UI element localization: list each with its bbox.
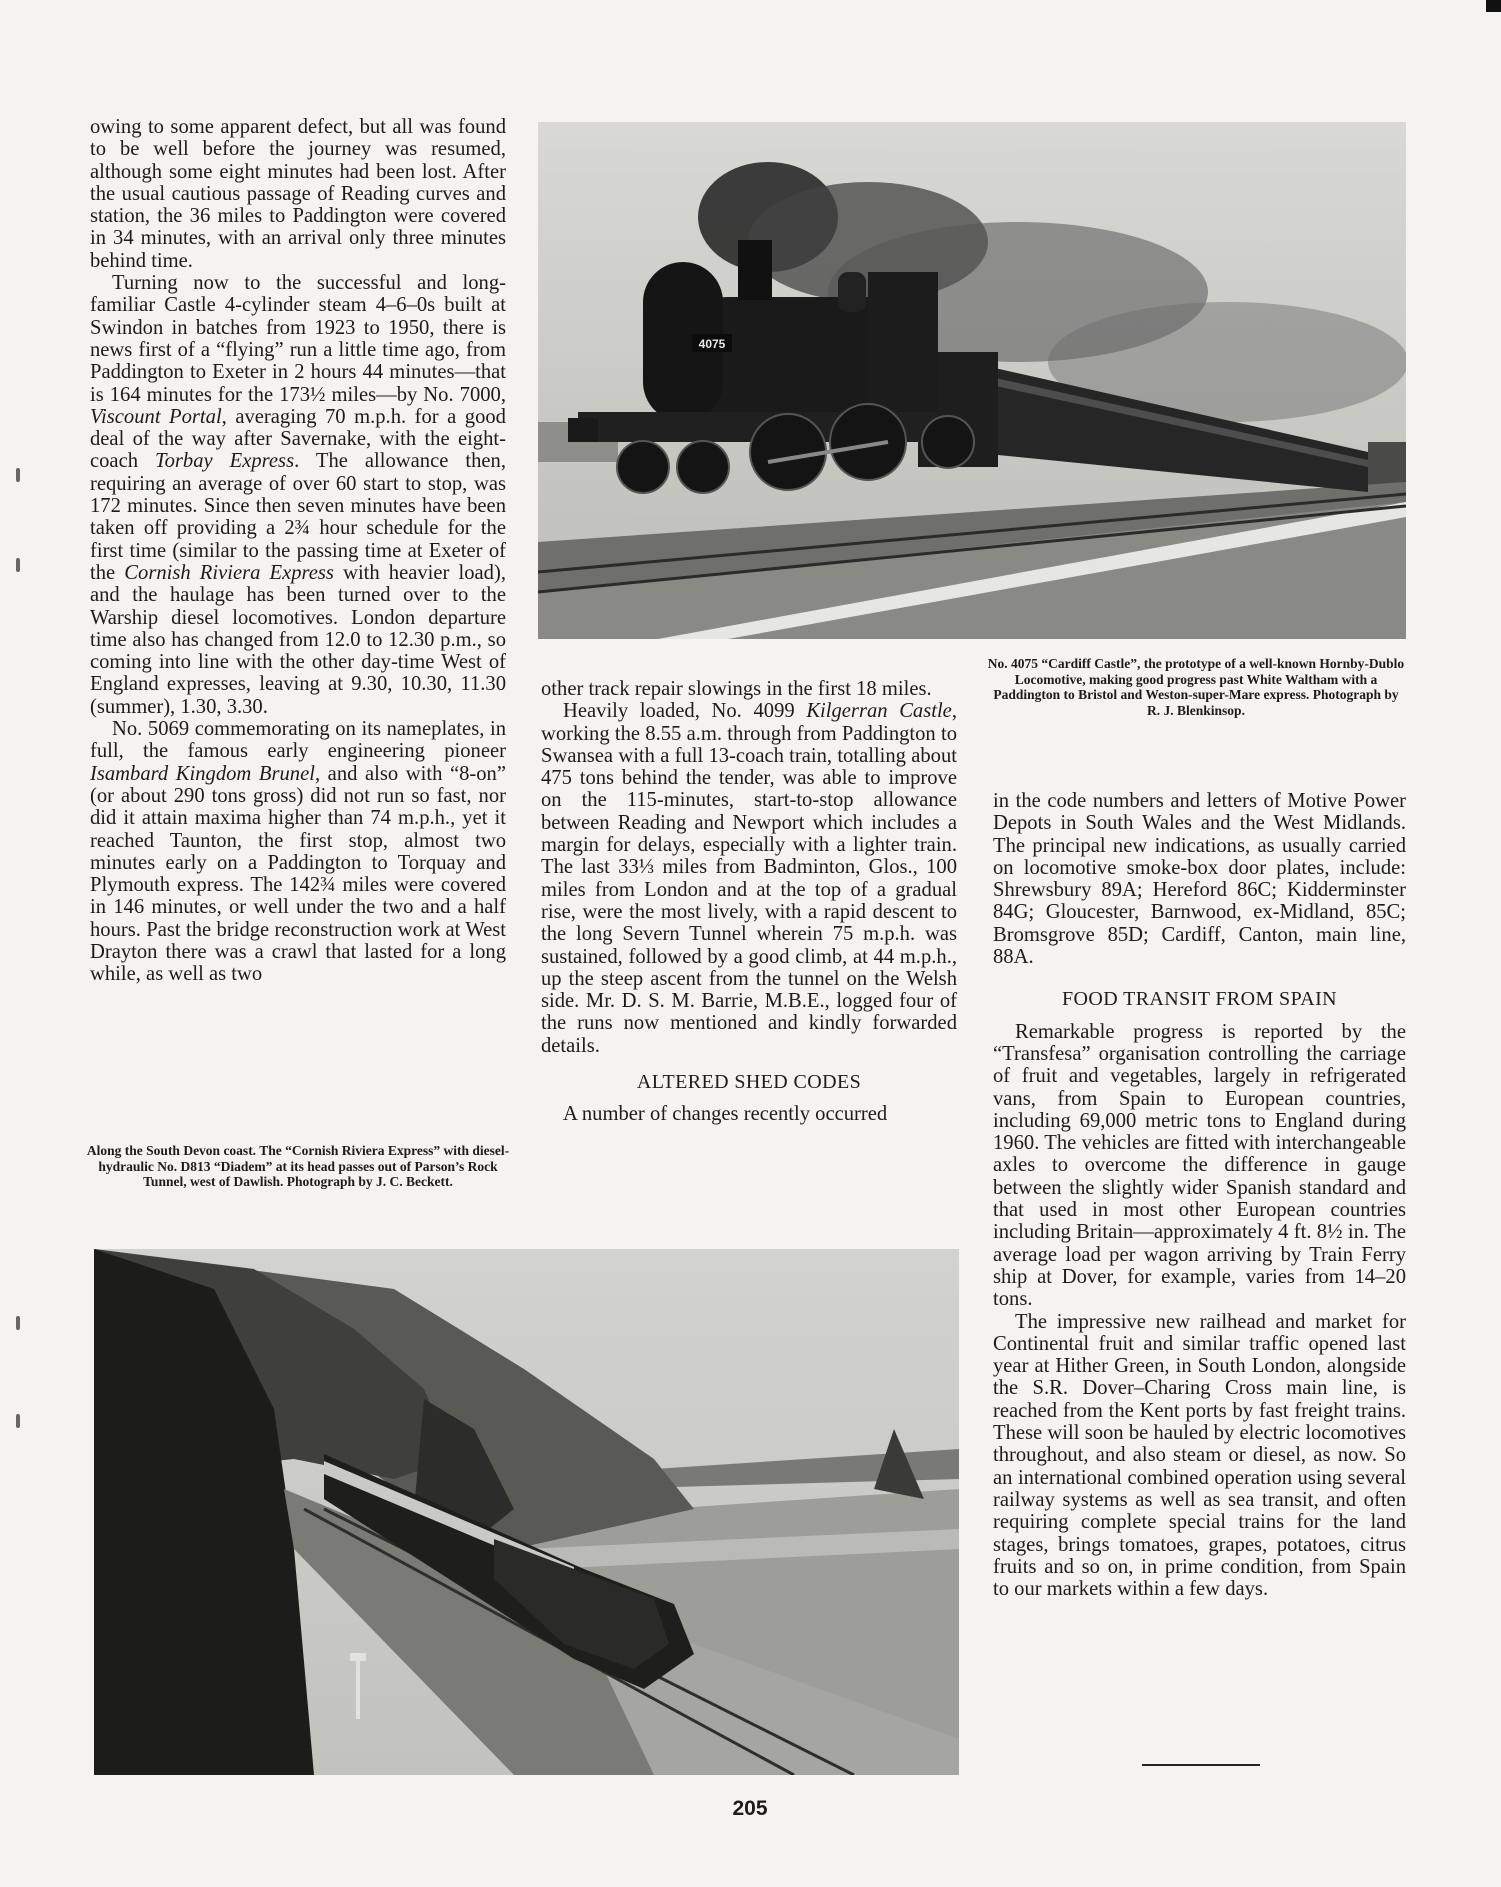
article-column-middle [541, 678, 957, 1126]
paragraph: No. 5069 commemorating on its nameplates, in full, the famous early engineering pioneer Isambard Kingdom Brunel, and also with “8-on” (or about 290 tons gross) did not run so fast, nor did it attain maxima higher than 74 m.p.h., yet it reached Taunton, the first stop, almost two minutes early on a Paddington to Torquay and Plymouth express. The 142¾ miles were covered in 146 minutes, or well under the two and a half hours. Past the bridge reconstruction work at West Drayton there was a crawl that lasted for a long while, as well as two [90, 718, 506, 986]
paragraph: other track repair slowings in the first 18 miles. [541, 678, 932, 700]
paragraph: owing to some apparent defect, but all was found to be well before the journey was resumed, although some eight minutes had been lost. After the usual cautious passage of Reading curves and station, the 36 miles to Paddington were covered in 34 minutes, with an arrival only three minutes behind time. [90, 116, 506, 272]
locomotive-number-plate: 4075 [698, 337, 726, 351]
photo-steam-locomotive [538, 122, 1406, 639]
binder-hole-mark [16, 558, 20, 572]
photo-caption-coast: Along the South Devon coast. The “Cornish Riviera Express” with diesel-hydraulic No. D813 “Diadem” at its head passes out of Parson’s Rock Tunnel, west of Dawlish. Photograph by J. C. Beckett. [86, 1143, 510, 1189]
corner-mark [1486, 0, 1501, 12]
section-heading: FOOD TRANSIT FROM SPAIN [1061, 988, 1338, 1011]
end-of-article-rule [1142, 1764, 1260, 1766]
paragraph: in the code numbers and letters of Motive Power Depots in South Wales and the West Midlands. The principal new indications, as usually carried on locomotive smoke-box door plates, include: Shrewsbury 89A; Hereford 86C; Kidderminster 84G; Gloucester, Barnwood, ex-Midland, 85C; Bromsgrove 85D; Cardiff, Canton, main line, 88A. [993, 790, 1406, 969]
photo-caption-train: No. 4075 “Cardiff Castle”, the prototype of a well-known Hornby-Dublo Locomotive, making good progress past White Waltham with a Paddington to Bristol and Weston-super-Mare express. Photograph by R. J. Blenkinsop. [987, 656, 1405, 718]
paragraph: Remarkable progress is reported by the “Transfesa” organisation controlling the carriage of fruit and vegetables, largely in refrigerated vans, from Spain to European countries, including 69,000 metric tons to England during 1960. The vehicles are fitted with interchangeable axles to overcome the difference in gauge between the slightly wider Spanish standard and that used in most other European countries including Britain—approximately 4 ft. 8½ in. The average load per wagon arriving by Train Ferry ship at Dover, for example, varies from 14–20 tons. [993, 1020, 1406, 1311]
page-number: 205 [732, 1797, 768, 1820]
binder-hole-mark [16, 468, 20, 482]
article-column-right [993, 790, 1406, 1600]
photo-coastal-diesel-train [94, 1249, 959, 1775]
paragraph: The impressive new railhead and market for Continental fruit and similar traffic opened last year at Hither Green, in South London, alongside the S.R. Dover–Charing Cross main line, is reached from the Kent ports by fast freight trains. These will soon be hauled by electric locomotives throughout, and also steam or diesel, as now. So an international combined operation using several railway systems as well as sea transit, and often requiring complete special trains for the land stages, brings tomatoes, grapes, potatoes, citrus fruits and so on, in prime condition, from Spain to our markets within a few days. [993, 1310, 1406, 1601]
paragraph: Turning now to the successful and long-familiar Castle 4-cylinder steam 4–6–0s built at Swindon in batches from 1923 to 1950, there is news first of a “flying” run a little time ago, from Paddington to Exeter in 2 hours 44 minutes—that is 164 minutes for the 173½ miles—by No. 7000, Viscount Portal, averaging 70 m.p.h. for a good deal of the way after Savernake, with the eight-coach Torbay Express. The allowance then, requiring an average of over 60 start to stop, was 172 minutes. Since then seven minutes have been taken off providing a 2¾ hour schedule for the first time (similar to the passing time at Exeter of the Cornish Riviera Express with heavier load), and the haulage has been turned over to the Warship diesel locomotives. London departure time also has changed from 12.0 to 12.30 p.m., so coming into line with the other day-time West of England expresses, leaving at 9.30, 10.30, 11.30 (summer), 1.30, 3.30. [90, 272, 506, 718]
paragraph: A number of changes recently occurred [563, 1103, 888, 1126]
article-column-left [90, 116, 506, 986]
paragraph: Heavily loaded, No. 4099 Kilgerran Castle, working the 8.55 a.m. through from Paddington to Swansea with a full 13-coach train, totalling about 475 tons behind the tender, was able to improve on the 115-minutes, start-to-stop allowance between Reading and Newport which includes a margin for delays, especially with a lighter train. The last 33⅓ miles from Badminton, Glos., 100 miles from London and at the top of a gradual rise, were the most lively, with a rapid descent to the long Severn Tunnel wherein 75 m.p.h. was sustained, followed by a good climb, at 44 m.p.h., up the steep ascent from the tunnel on the Welsh side. Mr. D. S. M. Barrie, M.B.E., logged four of the runs now mentioned and kindly forwarded details. [541, 700, 957, 1057]
binder-hole-mark [16, 1316, 20, 1330]
binder-hole-mark [16, 1414, 20, 1428]
section-heading: ALTERED SHED CODES [636, 1071, 862, 1094]
